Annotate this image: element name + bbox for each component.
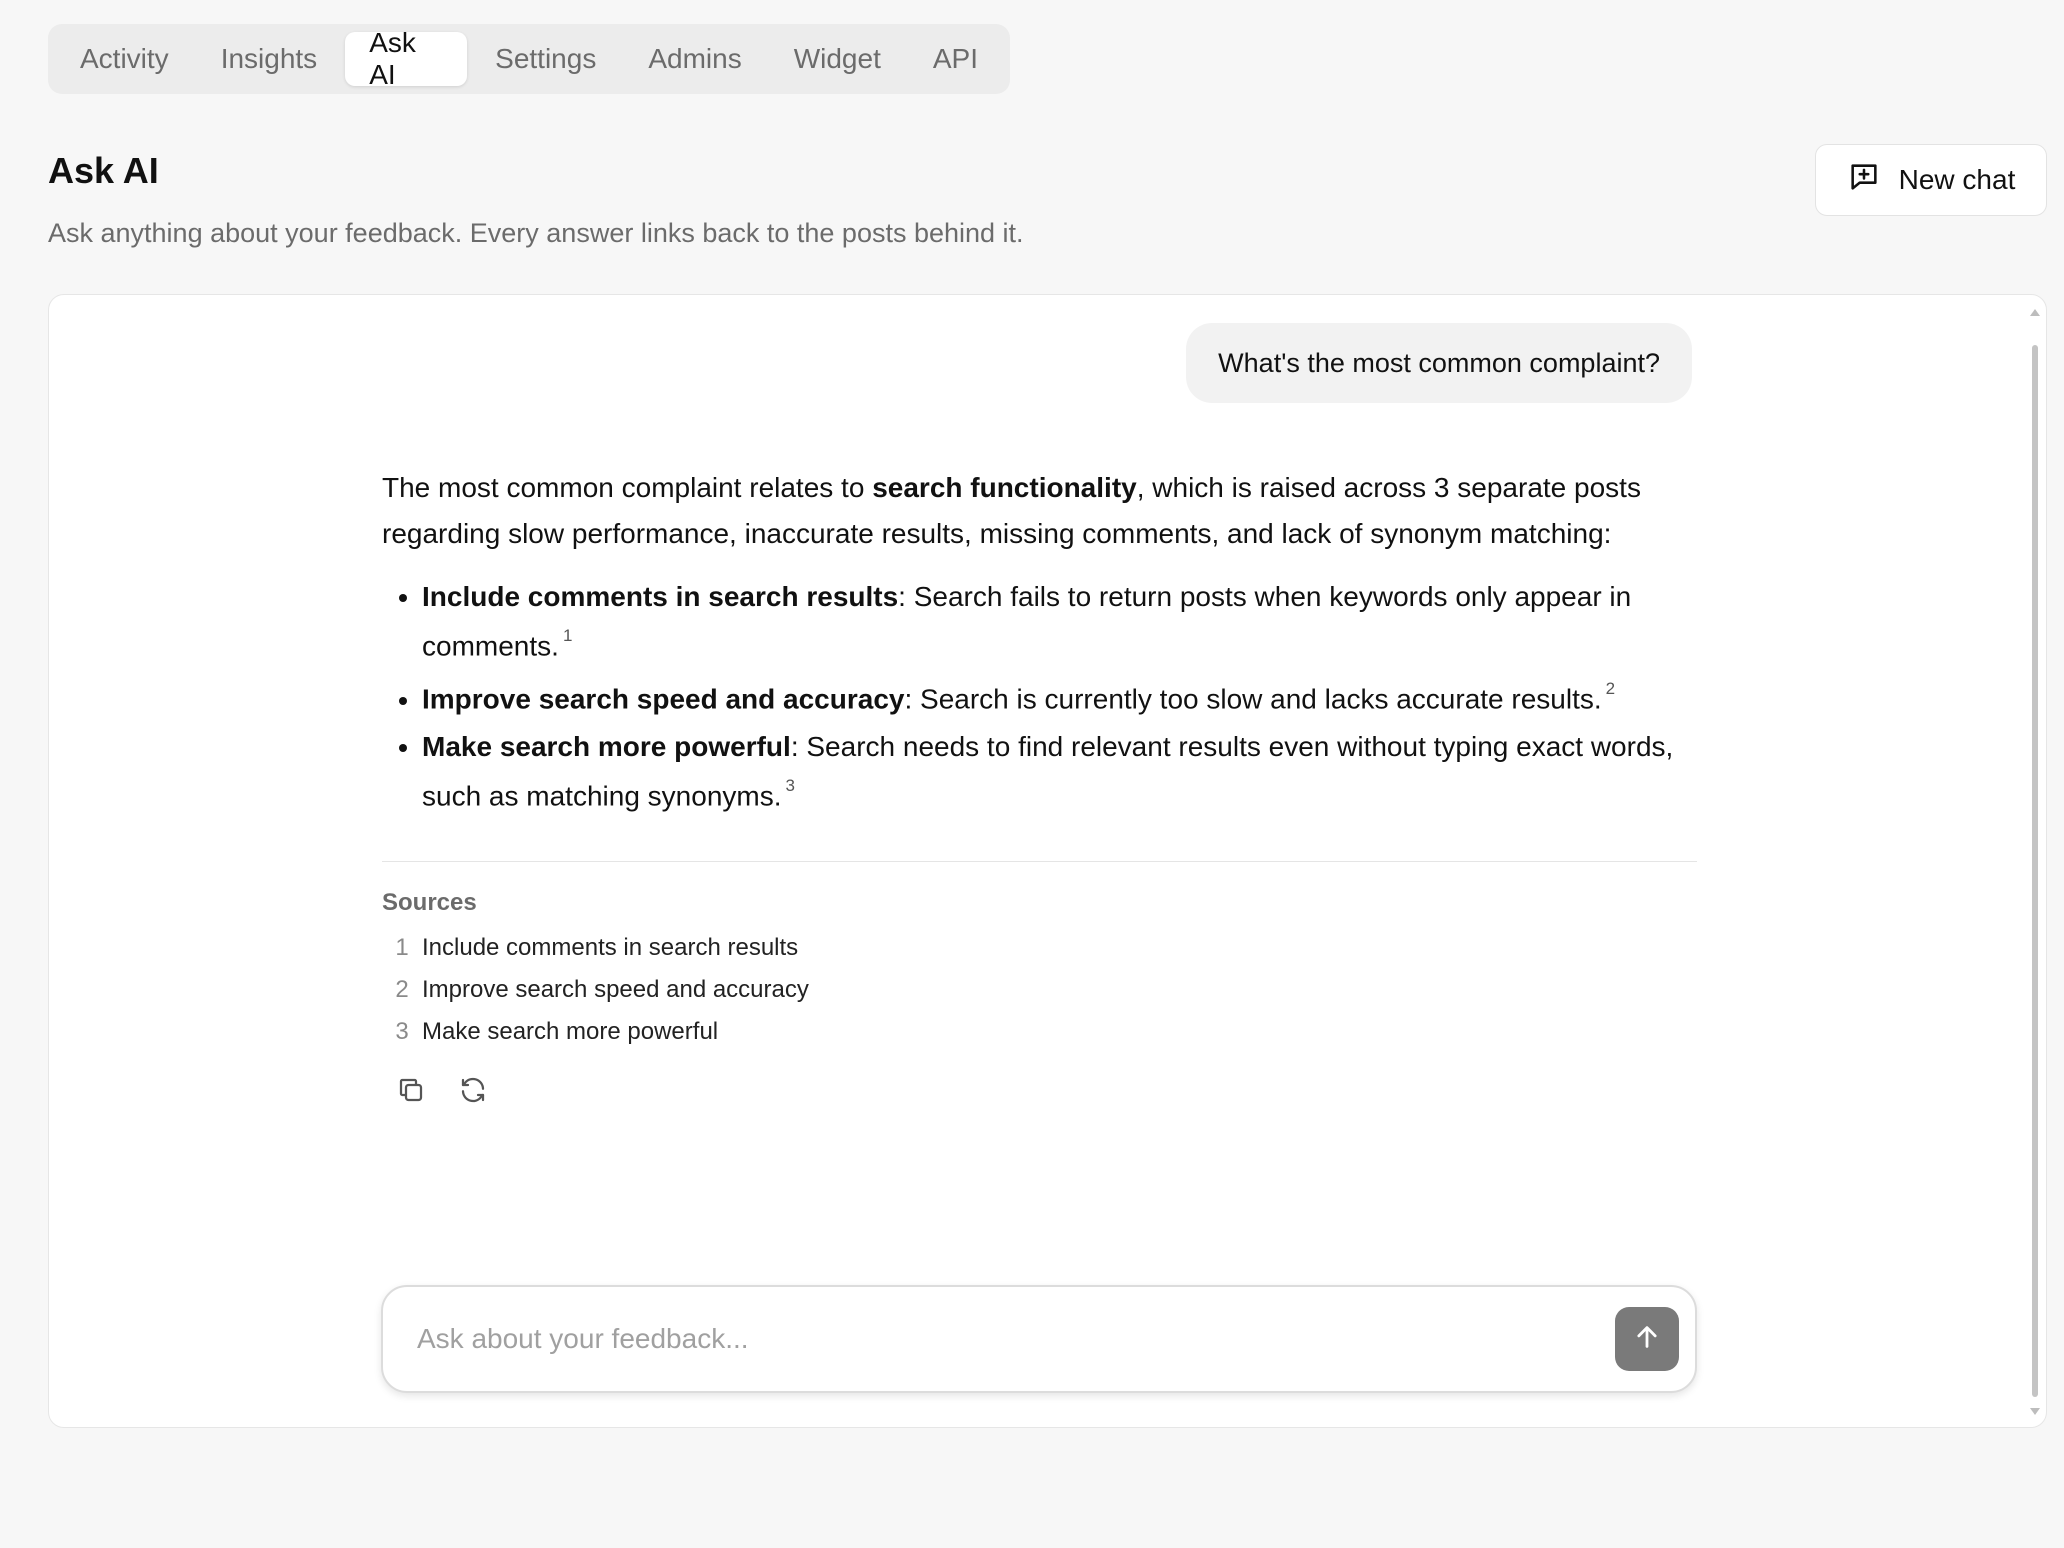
copy-button[interactable] — [394, 1075, 428, 1109]
scroll-thumb[interactable] — [2032, 345, 2038, 1397]
send-button[interactable] — [1615, 1307, 1679, 1371]
tab-ask-ai[interactable]: Ask AI — [345, 32, 467, 86]
answer-intro — [382, 465, 1697, 557]
answer-list — [382, 575, 1697, 817]
tab-bar — [48, 24, 1010, 94]
answer-item — [422, 725, 1697, 817]
source-item[interactable] — [382, 1011, 809, 1053]
ai-answer — [382, 465, 1697, 821]
answer-intro-rest: , which is raised across 3 separate posts regarding slow performance, inaccurate results, missing comments, and lack of synonym matching: — [382, 472, 1641, 549]
tab-insights[interactable]: Insights — [220, 43, 318, 74]
source-number: 1 — [395, 934, 409, 961]
citation-ref[interactable]: 1 — [562, 626, 573, 645]
answer-item — [422, 575, 1697, 667]
answer-item-title: Make search more powerful — [422, 730, 791, 762]
page-subtitle: Ask anything about your feedback. Every answer links back to the posts behind it. — [48, 218, 1024, 248]
source-label: Make search more powerful — [422, 1018, 719, 1045]
scroll-down-arrow[interactable] — [2030, 1408, 2040, 1415]
answer-intro-text: The most common complaint relates to — [382, 472, 873, 503]
copy-icon — [396, 1075, 426, 1110]
new-chat-button[interactable] — [1815, 144, 2047, 216]
source-number: 3 — [395, 1018, 409, 1045]
chat-composer — [381, 1285, 1697, 1393]
source-item[interactable] — [382, 969, 809, 1011]
citation-ref[interactable]: 2 — [1605, 679, 1616, 699]
answer-item-title: Include comments in search results — [422, 581, 899, 612]
answer-item-text: : Search needs to find relevant results even without typing exact words, such as matching synonyms. — [422, 730, 1674, 811]
source-label: Include comments in search results — [422, 934, 799, 961]
answer-item-text: : Search is currently too slow and lacks accurate results. — [904, 683, 1602, 715]
user-message-text: What's the most common complaint? — [1218, 347, 1660, 378]
scroll-up-arrow[interactable] — [2030, 309, 2040, 316]
message-actions — [394, 1075, 490, 1109]
scrollbar[interactable] — [2030, 309, 2040, 1415]
answer-intro-bold: search functionality — [872, 472, 1137, 503]
tab-activity[interactable]: Activity — [80, 43, 169, 74]
arrow-up-icon — [1633, 1323, 1661, 1356]
regenerate-button[interactable] — [456, 1075, 490, 1109]
divider — [382, 861, 1697, 862]
message-plus-icon — [1847, 160, 1881, 201]
answer-item-title: Improve search speed and accuracy — [422, 683, 905, 715]
chat-panel — [48, 294, 2047, 1428]
new-chat-label: New chat — [1898, 164, 2016, 195]
tab-widget[interactable]: Widget — [793, 43, 881, 74]
answer-item — [422, 671, 1697, 720]
sources-heading: Sources — [382, 889, 477, 916]
refresh-icon — [458, 1075, 488, 1110]
tab-admins[interactable]: Admins — [648, 43, 742, 74]
tab-settings[interactable]: Settings — [495, 43, 597, 74]
citation-ref[interactable]: 3 — [785, 775, 795, 795]
chat-input[interactable] — [415, 1322, 1615, 1356]
page-title: Ask AI — [48, 150, 159, 191]
source-item[interactable] — [382, 927, 809, 969]
answer-item-text: : Search fails to return posts when keywords only appear in comments. — [422, 581, 1632, 662]
source-label: Improve search speed and accuracy — [422, 976, 809, 1003]
source-number: 2 — [395, 976, 409, 1003]
user-message — [1186, 323, 1692, 403]
sources-list — [382, 927, 809, 1053]
tab-api[interactable]: API — [932, 43, 978, 74]
